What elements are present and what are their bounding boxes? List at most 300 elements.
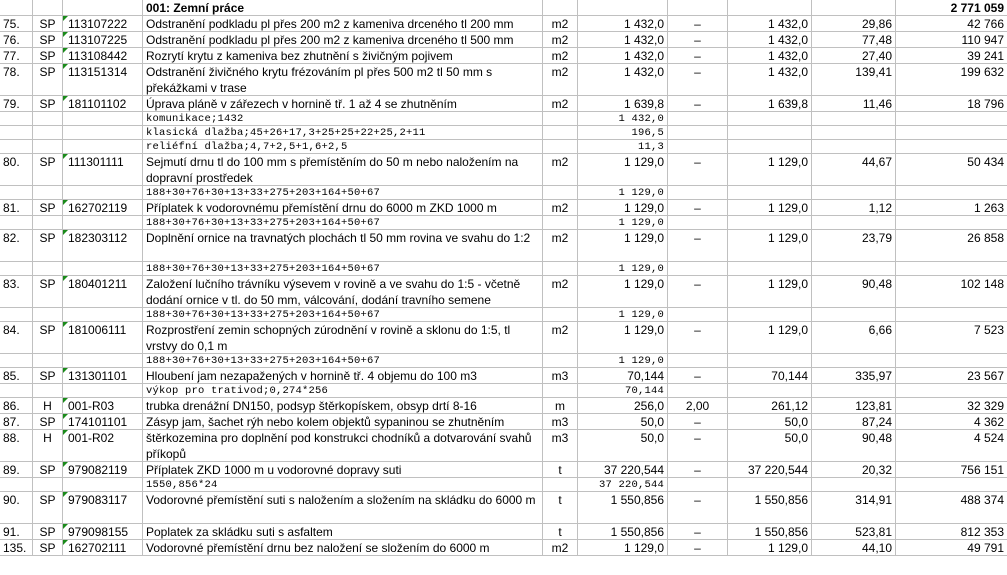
item-coefficient[interactable]: – <box>668 462 728 478</box>
empty-cell[interactable] <box>0 308 33 322</box>
empty-cell[interactable] <box>0 112 33 126</box>
item-coefficient[interactable]: – <box>668 16 728 32</box>
comment-indicator-icon <box>63 322 68 327</box>
empty-cell[interactable] <box>63 478 143 492</box>
item-type[interactable]: H <box>33 398 63 414</box>
item-number[interactable]: 77. <box>0 48 33 64</box>
item-quantity[interactable]: 1 129,0 <box>578 154 668 186</box>
cell-unit-price[interactable] <box>812 0 896 16</box>
item-unit-price[interactable]: 11,46 <box>812 96 896 112</box>
empty-cell[interactable] <box>896 354 1007 368</box>
item-total[interactable]: 18 796 <box>896 96 1007 112</box>
item-code[interactable] <box>63 96 143 112</box>
item-unit-price[interactable]: 523,81 <box>812 524 896 540</box>
calc-formula[interactable]: 188+30+76+30+13+33+275+203+164+50+67 <box>143 354 543 368</box>
item-number[interactable]: 76. <box>0 32 33 48</box>
item-quantity-total[interactable]: 1 550,856 <box>728 492 812 524</box>
item-number[interactable]: 91. <box>0 524 33 540</box>
item-number[interactable]: 78. <box>0 64 33 96</box>
empty-cell[interactable] <box>728 354 812 368</box>
item-type[interactable]: H <box>33 430 63 462</box>
item-coefficient[interactable]: – <box>668 276 728 308</box>
calc-value[interactable]: 1 129,0 <box>578 262 668 276</box>
empty-cell[interactable] <box>0 186 33 200</box>
empty-cell[interactable] <box>543 384 578 398</box>
item-coefficient[interactable]: – <box>668 154 728 186</box>
item-code-text: 111301111 <box>68 155 124 169</box>
item-unit[interactable]: m <box>543 398 578 414</box>
empty-cell[interactable] <box>812 308 896 322</box>
item-description[interactable]: Hloubení jam nezapažených v hornině tř. 4 objemu do 100 m3 <box>143 368 543 384</box>
empty-cell[interactable] <box>63 126 143 140</box>
calc-value[interactable]: 1 432,0 <box>578 112 668 126</box>
item-coefficient[interactable]: – <box>668 48 728 64</box>
empty-cell[interactable] <box>668 186 728 200</box>
calc-formula[interactable]: klasická dlažba;45+26+17,3+25+25+22+25,2+11 <box>143 126 543 140</box>
empty-cell[interactable] <box>812 126 896 140</box>
item-quantity-total[interactable]: 1 129,0 <box>728 276 812 308</box>
empty-cell[interactable] <box>543 140 578 154</box>
item-code[interactable] <box>63 462 143 478</box>
item-unit[interactable]: m2 <box>543 540 578 556</box>
item-total[interactable]: 39 241 <box>896 48 1007 64</box>
item-type[interactable]: SP <box>33 48 63 64</box>
item-number[interactable]: 83. <box>0 276 33 308</box>
item-unit[interactable]: m3 <box>543 430 578 462</box>
item-total[interactable]: 4 524 <box>896 430 1007 462</box>
item-total[interactable]: 488 374 <box>896 492 1007 524</box>
item-type[interactable]: SP <box>33 16 63 32</box>
item-coefficient[interactable]: – <box>668 524 728 540</box>
item-total[interactable]: 110 947 <box>896 32 1007 48</box>
empty-cell[interactable] <box>33 140 63 154</box>
item-code[interactable] <box>63 414 143 430</box>
item-coefficient[interactable]: – <box>668 430 728 462</box>
item-quantity[interactable]: 50,0 <box>578 430 668 462</box>
item-coefficient[interactable]: – <box>668 200 728 216</box>
item-unit-price[interactable]: 123,81 <box>812 398 896 414</box>
item-total[interactable]: 23 567 <box>896 368 1007 384</box>
item-number[interactable]: 87. <box>0 414 33 430</box>
empty-cell[interactable] <box>33 112 63 126</box>
item-quantity[interactable]: 1 432,0 <box>578 16 668 32</box>
item-code[interactable] <box>63 524 143 540</box>
item-quantity[interactable]: 1 432,0 <box>578 32 668 48</box>
item-unit-price[interactable]: 90,48 <box>812 276 896 308</box>
table-row <box>0 462 1007 478</box>
item-unit[interactable]: m2 <box>543 96 578 112</box>
item-total[interactable]: 102 148 <box>896 276 1007 308</box>
item-number[interactable]: 86. <box>0 398 33 414</box>
item-unit[interactable]: m2 <box>543 64 578 96</box>
item-total[interactable]: 7 523 <box>896 322 1007 354</box>
calc-formula[interactable]: 188+30+76+30+13+33+275+203+164+50+67 <box>143 308 543 322</box>
item-number[interactable]: 81. <box>0 200 33 216</box>
empty-cell[interactable] <box>812 140 896 154</box>
calc-formula[interactable]: 1550,856*24 <box>143 478 543 492</box>
item-quantity-total[interactable]: 1 129,0 <box>728 540 812 556</box>
empty-cell[interactable] <box>0 126 33 140</box>
item-quantity[interactable]: 1 129,0 <box>578 200 668 216</box>
item-total[interactable]: 4 362 <box>896 414 1007 430</box>
item-description[interactable]: Vodorovné přemístění drnu bez naložení se složením do 6000 m <box>143 540 543 556</box>
empty-cell[interactable] <box>728 478 812 492</box>
empty-cell[interactable] <box>63 186 143 200</box>
item-total[interactable]: 199 632 <box>896 64 1007 96</box>
empty-cell[interactable] <box>728 262 812 276</box>
item-description[interactable]: trubka drenážní DN150, podsyp štěrkopískem, obsyp drtí 8-16 <box>143 398 543 414</box>
item-description[interactable]: štěrkozemina pro doplnění pod konstrukci chodníků a dotvarování svahů příkopů <box>143 430 543 462</box>
empty-cell[interactable] <box>33 126 63 140</box>
item-quantity[interactable]: 1 432,0 <box>578 48 668 64</box>
item-type[interactable]: SP <box>33 230 63 262</box>
item-number[interactable]: 82. <box>0 230 33 262</box>
item-type[interactable]: SP <box>33 32 63 48</box>
item-total[interactable]: 1 263 <box>896 200 1007 216</box>
empty-cell[interactable] <box>668 112 728 126</box>
item-total[interactable]: 50 434 <box>896 154 1007 186</box>
empty-cell[interactable] <box>33 354 63 368</box>
cell-unit[interactable] <box>543 0 578 16</box>
item-code[interactable] <box>63 276 143 308</box>
empty-cell[interactable] <box>63 262 143 276</box>
item-unit[interactable]: m2 <box>543 200 578 216</box>
item-quantity[interactable]: 70,144 <box>578 368 668 384</box>
item-quantity[interactable]: 1 129,0 <box>578 322 668 354</box>
calc-value[interactable]: 1 129,0 <box>578 308 668 322</box>
item-code[interactable] <box>63 200 143 216</box>
empty-cell[interactable] <box>896 140 1007 154</box>
item-quantity[interactable]: 37 220,544 <box>578 462 668 478</box>
item-number[interactable]: 85. <box>0 368 33 384</box>
empty-cell[interactable] <box>33 478 63 492</box>
section-title[interactable]: 001: Zemní práce <box>143 0 543 16</box>
empty-cell[interactable] <box>668 126 728 140</box>
item-number[interactable]: 80. <box>0 154 33 186</box>
item-code[interactable] <box>63 230 143 262</box>
item-quantity-total[interactable]: 1 432,0 <box>728 48 812 64</box>
empty-cell[interactable] <box>896 384 1007 398</box>
calc-value[interactable]: 70,144 <box>578 384 668 398</box>
item-unit[interactable]: m2 <box>543 154 578 186</box>
item-number[interactable]: 88. <box>0 430 33 462</box>
empty-cell[interactable] <box>0 140 33 154</box>
empty-cell[interactable] <box>33 384 63 398</box>
cell-coefficient[interactable] <box>668 0 728 16</box>
item-code[interactable] <box>63 64 143 96</box>
empty-cell[interactable] <box>812 186 896 200</box>
item-unit-price[interactable]: 44,10 <box>812 540 896 556</box>
empty-cell[interactable] <box>33 216 63 230</box>
empty-cell[interactable] <box>896 308 1007 322</box>
item-coefficient[interactable]: – <box>668 368 728 384</box>
item-quantity-total[interactable]: 1 129,0 <box>728 322 812 354</box>
empty-cell[interactable] <box>668 384 728 398</box>
empty-cell[interactable] <box>0 478 33 492</box>
empty-cell[interactable] <box>896 126 1007 140</box>
item-coefficient[interactable]: – <box>668 32 728 48</box>
item-quantity[interactable]: 1 129,0 <box>578 230 668 262</box>
item-description[interactable]: Odstranění živičného krytu frézováním pl přes 500 m2 tl 50 mm s překážkami v trase <box>143 64 543 96</box>
item-code[interactable] <box>63 154 143 186</box>
empty-cell[interactable] <box>63 216 143 230</box>
item-total[interactable]: 49 791 <box>896 540 1007 556</box>
item-type[interactable]: SP <box>33 322 63 354</box>
empty-cell[interactable] <box>668 140 728 154</box>
empty-cell[interactable] <box>63 308 143 322</box>
empty-cell[interactable] <box>668 478 728 492</box>
item-code[interactable] <box>63 540 143 556</box>
cell-code[interactable] <box>63 0 143 16</box>
item-code-text: 174101101 <box>68 415 128 429</box>
item-type[interactable]: SP <box>33 414 63 430</box>
item-quantity-total[interactable]: 70,144 <box>728 368 812 384</box>
empty-cell[interactable] <box>543 126 578 140</box>
item-code-text: 113151314 <box>68 65 128 79</box>
empty-cell[interactable] <box>728 308 812 322</box>
item-unit[interactable]: m2 <box>543 16 578 32</box>
item-unit[interactable]: m2 <box>543 32 578 48</box>
item-quantity-total[interactable]: 37 220,544 <box>728 462 812 478</box>
empty-cell[interactable] <box>543 112 578 126</box>
item-number[interactable]: 135. <box>0 540 33 556</box>
calc-formula[interactable]: výkop pro trativod;0,274*256 <box>143 384 543 398</box>
item-unit-price[interactable]: 139,41 <box>812 64 896 96</box>
item-unit[interactable]: t <box>543 524 578 540</box>
calc-formula[interactable]: 188+30+76+30+13+33+275+203+164+50+67 <box>143 216 543 230</box>
item-unit[interactable]: t <box>543 462 578 478</box>
empty-cell[interactable] <box>812 216 896 230</box>
empty-cell[interactable] <box>543 216 578 230</box>
empty-cell[interactable] <box>812 354 896 368</box>
item-unit-price[interactable]: 1,12 <box>812 200 896 216</box>
item-description[interactable]: Založení lučního trávníku výsevem v rovině a ve svahu do 1:5 - včetně dodání ornice v tl. do 50 mm, válcování, dodání travního semene <box>143 276 543 308</box>
empty-cell[interactable] <box>812 262 896 276</box>
item-description[interactable]: Příplatek k vodorovnému přemístění drnu do 6000 m ZKD 1000 m <box>143 200 543 216</box>
calc-value[interactable]: 11,3 <box>578 140 668 154</box>
calc-value[interactable]: 37 220,544 <box>578 478 668 492</box>
item-number[interactable]: 89. <box>0 462 33 478</box>
cell-number[interactable] <box>0 0 33 16</box>
item-code[interactable] <box>63 368 143 384</box>
empty-cell[interactable] <box>728 186 812 200</box>
calc-formula[interactable]: reliéfní dlažba;4,7+2,5+1,6+2,5 <box>143 140 543 154</box>
item-unit-price[interactable]: 77,48 <box>812 32 896 48</box>
item-quantity-total[interactable]: 1 129,0 <box>728 230 812 262</box>
item-type[interactable]: SP <box>33 276 63 308</box>
empty-cell[interactable] <box>728 112 812 126</box>
item-unit-price[interactable]: 27,40 <box>812 48 896 64</box>
calc-formula[interactable]: komunikace;1432 <box>143 112 543 126</box>
item-type[interactable]: SP <box>33 540 63 556</box>
item-description[interactable]: Poplatek za skládku suti s asfaltem <box>143 524 543 540</box>
item-coefficient[interactable]: – <box>668 414 728 430</box>
empty-cell[interactable] <box>33 308 63 322</box>
empty-cell[interactable] <box>543 354 578 368</box>
table-row <box>0 64 1007 96</box>
item-type[interactable]: SP <box>33 462 63 478</box>
empty-cell[interactable] <box>668 262 728 276</box>
empty-cell[interactable] <box>543 262 578 276</box>
table-row <box>0 276 1007 308</box>
item-quantity-total[interactable]: 1 432,0 <box>728 64 812 96</box>
item-unit-price[interactable]: 87,24 <box>812 414 896 430</box>
item-unit-price[interactable]: 44,67 <box>812 154 896 186</box>
item-coefficient[interactable]: – <box>668 64 728 96</box>
item-quantity[interactable]: 50,0 <box>578 414 668 430</box>
item-quantity[interactable]: 256,0 <box>578 398 668 414</box>
item-code[interactable] <box>63 430 143 462</box>
item-quantity-total[interactable]: 50,0 <box>728 430 812 462</box>
empty-cell[interactable] <box>33 262 63 276</box>
empty-cell[interactable] <box>896 478 1007 492</box>
item-code[interactable] <box>63 322 143 354</box>
item-unit-price[interactable]: 6,66 <box>812 322 896 354</box>
empty-cell[interactable] <box>543 186 578 200</box>
item-type[interactable]: SP <box>33 492 63 524</box>
calc-value[interactable]: 1 129,0 <box>578 186 668 200</box>
item-code-text: 181006111 <box>68 323 127 337</box>
item-description[interactable]: Odstranění podkladu pl přes 200 m2 z kameniva drceného tl 500 mm <box>143 32 543 48</box>
item-unit-price[interactable]: 314,91 <box>812 492 896 524</box>
cell-quantity[interactable] <box>578 0 668 16</box>
item-total[interactable]: 26 858 <box>896 230 1007 262</box>
empty-cell[interactable] <box>63 354 143 368</box>
empty-cell[interactable] <box>543 478 578 492</box>
item-total[interactable]: 32 329 <box>896 398 1007 414</box>
empty-cell[interactable] <box>728 384 812 398</box>
item-type[interactable]: SP <box>33 96 63 112</box>
empty-cell[interactable] <box>896 112 1007 126</box>
item-quantity-total[interactable]: 50,0 <box>728 414 812 430</box>
empty-cell[interactable] <box>812 112 896 126</box>
item-quantity-total[interactable]: 1 432,0 <box>728 16 812 32</box>
calc-formula[interactable]: 188+30+76+30+13+33+275+203+164+50+67 <box>143 262 543 276</box>
item-description[interactable]: Úprava pláně v zářezech v hornině tř. 1 až 4 se zhutněním <box>143 96 543 112</box>
item-description[interactable]: Rozprostření zemin schopných zúrodnění v rovině a sklonu do 1:5, tl vrstvy do 0,1 m <box>143 322 543 354</box>
item-type[interactable]: SP <box>33 368 63 384</box>
item-quantity[interactable]: 1 129,0 <box>578 276 668 308</box>
item-number[interactable]: 79. <box>0 96 33 112</box>
item-unit[interactable]: m2 <box>543 322 578 354</box>
empty-cell[interactable] <box>728 126 812 140</box>
item-coefficient[interactable]: – <box>668 540 728 556</box>
item-code[interactable] <box>63 492 143 524</box>
item-coefficient[interactable]: 2,00 <box>668 398 728 414</box>
item-total[interactable]: 812 353 <box>896 524 1007 540</box>
item-quantity-total[interactable]: 261,12 <box>728 398 812 414</box>
item-quantity[interactable]: 1 432,0 <box>578 64 668 96</box>
empty-cell[interactable] <box>668 308 728 322</box>
calc-value[interactable]: 196,5 <box>578 126 668 140</box>
calc-value[interactable]: 1 129,0 <box>578 354 668 368</box>
empty-cell[interactable] <box>668 354 728 368</box>
cell-quantity-total[interactable] <box>728 0 812 16</box>
empty-cell[interactable] <box>0 216 33 230</box>
item-quantity[interactable]: 1 129,0 <box>578 540 668 556</box>
item-description[interactable]: Doplnění ornice na travnatých plochách tl 50 mm rovina ve svahu do 1:2 <box>143 230 543 262</box>
item-unit-price[interactable]: 23,79 <box>812 230 896 262</box>
item-quantity-total[interactable]: 1 129,0 <box>728 154 812 186</box>
empty-cell[interactable] <box>896 216 1007 230</box>
item-unit-price[interactable]: 90,48 <box>812 430 896 462</box>
item-code[interactable] <box>63 16 143 32</box>
item-coefficient[interactable]: – <box>668 492 728 524</box>
item-quantity-total[interactable]: 1 432,0 <box>728 32 812 48</box>
empty-cell[interactable] <box>543 308 578 322</box>
item-quantity-total[interactable]: 1 550,856 <box>728 524 812 540</box>
item-quantity[interactable]: 1 550,856 <box>578 524 668 540</box>
calc-value[interactable]: 1 129,0 <box>578 216 668 230</box>
table-row <box>0 540 1007 556</box>
item-unit-price[interactable]: 335,97 <box>812 368 896 384</box>
item-type[interactable]: SP <box>33 64 63 96</box>
item-unit[interactable]: m3 <box>543 368 578 384</box>
item-coefficient[interactable]: – <box>668 96 728 112</box>
item-type[interactable]: SP <box>33 200 63 216</box>
empty-cell[interactable] <box>0 354 33 368</box>
empty-cell[interactable] <box>63 140 143 154</box>
empty-cell[interactable] <box>896 262 1007 276</box>
calc-row <box>0 384 1007 398</box>
item-code[interactable] <box>63 48 143 64</box>
item-code[interactable] <box>63 32 143 48</box>
item-total[interactable]: 756 151 <box>896 462 1007 478</box>
item-number[interactable]: 90. <box>0 492 33 524</box>
item-unit[interactable]: m3 <box>543 414 578 430</box>
item-quantity[interactable]: 1 550,856 <box>578 492 668 524</box>
item-description[interactable]: Sejmutí drnu tl do 100 mm s přemístěním do 50 m nebo naložením na dopravní prostředek <box>143 154 543 186</box>
item-unit[interactable]: m2 <box>543 276 578 308</box>
item-description[interactable]: Rozrytí krytu z kameniva bez zhutnění s živičným pojivem <box>143 48 543 64</box>
empty-cell[interactable] <box>63 384 143 398</box>
empty-cell[interactable] <box>812 384 896 398</box>
item-unit[interactable]: t <box>543 492 578 524</box>
item-unit[interactable]: m2 <box>543 48 578 64</box>
item-unit-price[interactable]: 29,86 <box>812 16 896 32</box>
item-description[interactable]: Odstranění podkladu pl přes 200 m2 z kameniva drceného tl 200 mm <box>143 16 543 32</box>
empty-cell[interactable] <box>33 186 63 200</box>
item-quantity[interactable]: 1 639,8 <box>578 96 668 112</box>
empty-cell[interactable] <box>728 216 812 230</box>
item-unit[interactable]: m2 <box>543 230 578 262</box>
item-description[interactable]: Vodorovné přemístění suti s naložením a složením na skládku do 6000 m <box>143 492 543 524</box>
empty-cell[interactable] <box>63 112 143 126</box>
empty-cell[interactable] <box>728 140 812 154</box>
item-unit-price[interactable]: 20,32 <box>812 462 896 478</box>
item-quantity-total[interactable]: 1 639,8 <box>728 96 812 112</box>
item-type[interactable]: SP <box>33 524 63 540</box>
item-number[interactable]: 84. <box>0 322 33 354</box>
item-total[interactable]: 42 766 <box>896 16 1007 32</box>
item-coefficient[interactable]: – <box>668 230 728 262</box>
empty-cell[interactable] <box>896 186 1007 200</box>
item-code[interactable] <box>63 398 143 414</box>
item-coefficient[interactable]: – <box>668 322 728 354</box>
item-description[interactable]: Příplatek ZKD 1000 m u vodorovné dopravy suti <box>143 462 543 478</box>
empty-cell[interactable] <box>0 262 33 276</box>
empty-cell[interactable] <box>668 216 728 230</box>
item-description[interactable]: Zásyp jam, šachet rýh nebo kolem objektů sypaninou se zhutněním <box>143 414 543 430</box>
item-number[interactable]: 75. <box>0 16 33 32</box>
empty-cell[interactable] <box>0 384 33 398</box>
section-total[interactable]: 2 771 059 <box>896 0 1007 16</box>
item-quantity-total[interactable]: 1 129,0 <box>728 200 812 216</box>
calc-formula[interactable]: 188+30+76+30+13+33+275+203+164+50+67 <box>143 186 543 200</box>
cell-type[interactable] <box>33 0 63 16</box>
item-type[interactable]: SP <box>33 154 63 186</box>
empty-cell[interactable] <box>812 478 896 492</box>
